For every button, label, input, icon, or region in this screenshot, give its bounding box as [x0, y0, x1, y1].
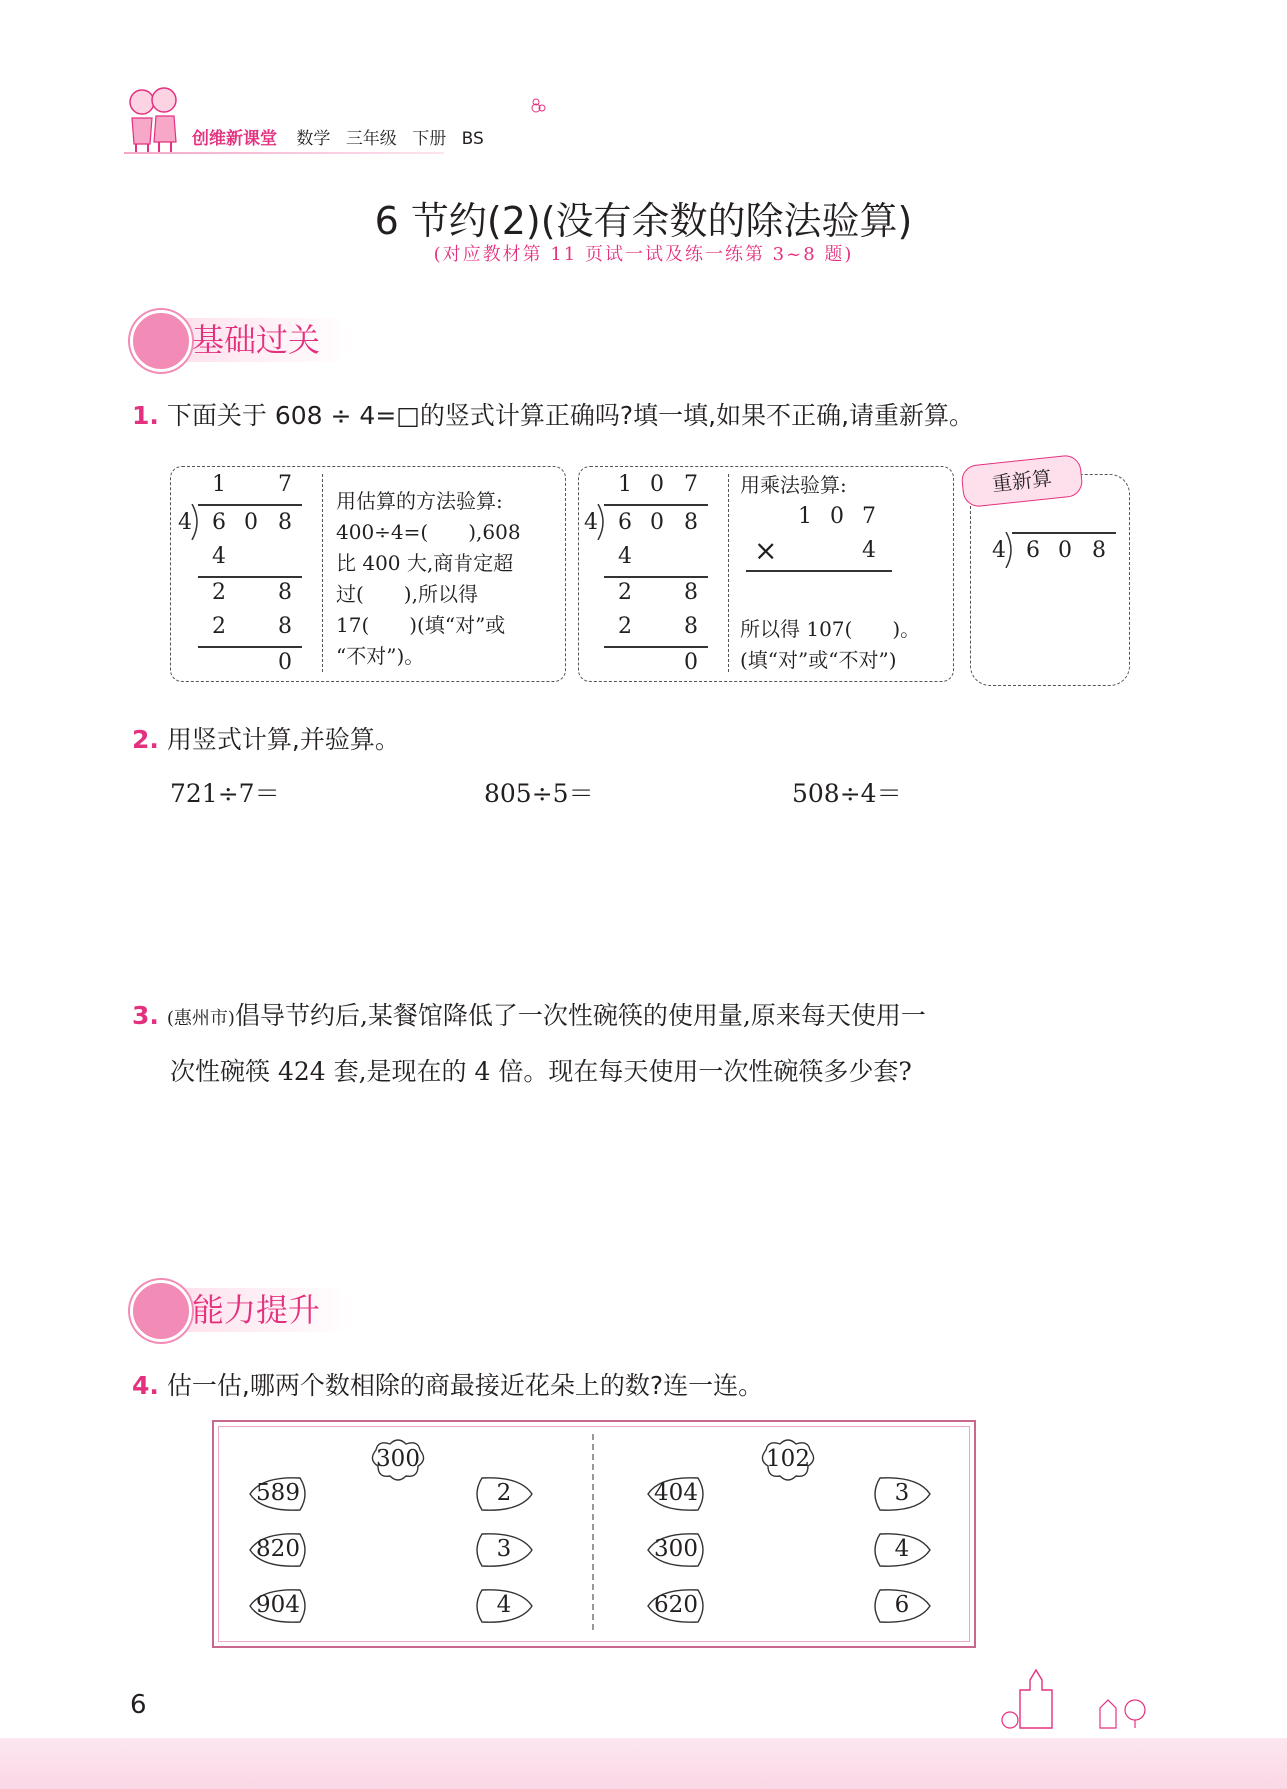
mascot-icon	[130, 1280, 192, 1342]
question-text: 估一估,哪两个数相除的商最接近花朵上的数?连一连。	[166, 1371, 764, 1400]
step-value: 2	[618, 580, 632, 605]
quotient-digit: 7	[278, 472, 292, 497]
dividend-digit: 6	[618, 510, 632, 535]
division-bar	[198, 504, 302, 506]
q2-item-3: 508÷4＝	[792, 779, 902, 808]
long-division-3	[990, 528, 1120, 578]
long-division-2	[582, 472, 722, 682]
step-value: 8	[278, 614, 292, 639]
multiply-sign: ×	[754, 534, 778, 567]
quotient-digit: 1	[618, 472, 632, 497]
redo-box	[970, 474, 1130, 686]
page-number: 6	[130, 1690, 147, 1720]
question-4	[132, 1366, 763, 1402]
question-1	[132, 396, 974, 432]
leaf-value[interactable]: 4	[894, 1536, 910, 1562]
step-line	[604, 646, 708, 648]
subject: 数学	[296, 129, 331, 149]
footer-band	[0, 1738, 1287, 1789]
estimate-check-text	[336, 486, 560, 672]
step-line	[746, 570, 892, 572]
step-value: 8	[684, 580, 698, 605]
division-bracket	[1004, 532, 1016, 568]
divisor: 4	[584, 510, 598, 535]
box-divider	[728, 474, 729, 672]
question-3	[132, 996, 1152, 1032]
step-value: 8	[278, 580, 292, 605]
castle-decoration-icon	[990, 1650, 1160, 1730]
section-title-basic: 基础过关	[172, 318, 354, 362]
leaf-value[interactable]: 2	[496, 1480, 512, 1506]
leaf-value[interactable]: 6	[894, 1592, 910, 1618]
step-line	[604, 576, 708, 578]
dividend-digit: 6	[1026, 538, 1040, 563]
dividend-digit: 8	[1092, 538, 1106, 563]
text-line: 过( ),所以得	[336, 582, 478, 606]
running-header	[192, 124, 494, 149]
step-value: 2	[212, 580, 226, 605]
mult-digit: 0	[830, 504, 844, 529]
dividend-digit: 0	[244, 510, 258, 535]
step-value: 4	[212, 544, 226, 569]
division-bar	[604, 504, 708, 506]
matching-panel	[212, 1420, 976, 1648]
dividend-digit: 8	[684, 510, 698, 535]
brand-name: 创维新课堂	[192, 129, 277, 149]
question-number: 1.	[132, 401, 159, 430]
flower-ornament-icon	[526, 98, 546, 118]
step-line	[198, 646, 302, 648]
division-bracket	[190, 504, 202, 540]
text-line: 所以得 107( )。	[740, 617, 921, 641]
mult-digit: 4	[862, 538, 876, 563]
leaf-value[interactable]: 589	[256, 1480, 300, 1506]
step-value: 4	[618, 544, 632, 569]
question-2	[132, 720, 400, 756]
right-dividends	[646, 1470, 716, 1636]
question-number: 4.	[132, 1371, 159, 1400]
question-text-line-2: 次性碗筷 424 套,是现在的 4 倍。现在每天使用一次性碗筷多少套?	[170, 1057, 912, 1086]
dividend-digit: 0	[650, 510, 664, 535]
text-line: 用估算的方法验算:	[336, 489, 503, 513]
dividend-digit: 6	[212, 510, 226, 535]
division-bar	[1012, 532, 1116, 534]
step-value: 8	[684, 614, 698, 639]
step-line	[198, 576, 302, 578]
flower-value: 102	[766, 1446, 810, 1472]
lesson-subtitle: (对应教材第 11 页试一试及练一练第 3~8 题)	[433, 244, 854, 265]
multiplication-check	[746, 504, 896, 574]
mult-check-text	[740, 614, 954, 676]
question-number: 2.	[132, 725, 159, 754]
volume: 下册	[412, 129, 447, 149]
division-bracket	[596, 504, 608, 540]
section-banner-advanced	[130, 1280, 390, 1336]
left-divisors	[474, 1470, 544, 1636]
leaf-value[interactable]: 300	[654, 1536, 698, 1562]
text-line: 比 400 大,商肯定超	[336, 551, 514, 575]
divisor: 4	[178, 510, 192, 535]
leaf-value[interactable]: 404	[654, 1480, 698, 1506]
question-region: (惠州市)	[166, 1008, 235, 1029]
mult-digit: 1	[798, 504, 812, 529]
quotient-digit: 7	[684, 472, 698, 497]
question-text-line-1: 倡导节约后,某餐馆降低了一次性碗筷的使用量,原来每天使用一	[234, 1001, 926, 1030]
mult-digit: 7	[862, 504, 876, 529]
left-dividends	[248, 1470, 318, 1636]
lesson-title: 6 节约(2)(没有余数的除法验算)	[374, 199, 913, 243]
question-text: 下面关于 608 ÷ 4=□的竖式计算正确吗?填一填,如果不正确,请重新算。	[166, 401, 975, 430]
mascot-icon	[130, 310, 192, 372]
question-text: 用竖式计算,并验算。	[166, 725, 400, 754]
box-divider	[322, 474, 323, 672]
redo-tag-label: 重新算	[990, 465, 1054, 497]
leaf-value[interactable]: 904	[256, 1592, 300, 1618]
mult-check-label: 用乘法验算:	[740, 473, 847, 497]
text-line: “不对”)。	[336, 644, 425, 668]
flower-value: 300	[376, 1446, 420, 1472]
text-line: (填“对”或“不对”)	[740, 648, 897, 672]
right-divisors	[872, 1470, 942, 1636]
question-number: 3.	[132, 1001, 159, 1030]
leaf-value[interactable]: 3	[496, 1536, 512, 1562]
panel-divider	[592, 1434, 594, 1630]
divisor: 4	[992, 538, 1006, 563]
dividend-digit: 8	[278, 510, 292, 535]
remainder: 0	[278, 650, 292, 675]
quotient-digit: 0	[650, 472, 664, 497]
section-banner-basic	[130, 310, 390, 366]
dividend-digit: 0	[1058, 538, 1072, 563]
text-line: 400÷4=( ),608	[336, 520, 521, 544]
long-division-1	[176, 472, 316, 682]
section-title-advanced: 能力提升	[172, 1288, 354, 1332]
cartoon-kids-icon	[124, 84, 184, 156]
step-value: 2	[212, 614, 226, 639]
grade: 三年级	[345, 129, 397, 149]
leaf-value[interactable]: 4	[496, 1592, 512, 1618]
q2-item-2: 805÷5＝	[484, 779, 594, 808]
leaf-value[interactable]: 820	[256, 1536, 300, 1562]
quotient-digit: 1	[212, 472, 226, 497]
q2-item-1: 721÷7＝	[170, 779, 280, 808]
leaf-value[interactable]: 3	[894, 1480, 910, 1506]
remainder: 0	[684, 650, 698, 675]
leaf-value[interactable]: 620	[654, 1592, 698, 1618]
edition: BS	[461, 129, 484, 149]
step-value: 2	[618, 614, 632, 639]
header-divider	[124, 152, 444, 154]
text-line: 17( )(填“对”或	[336, 613, 506, 637]
